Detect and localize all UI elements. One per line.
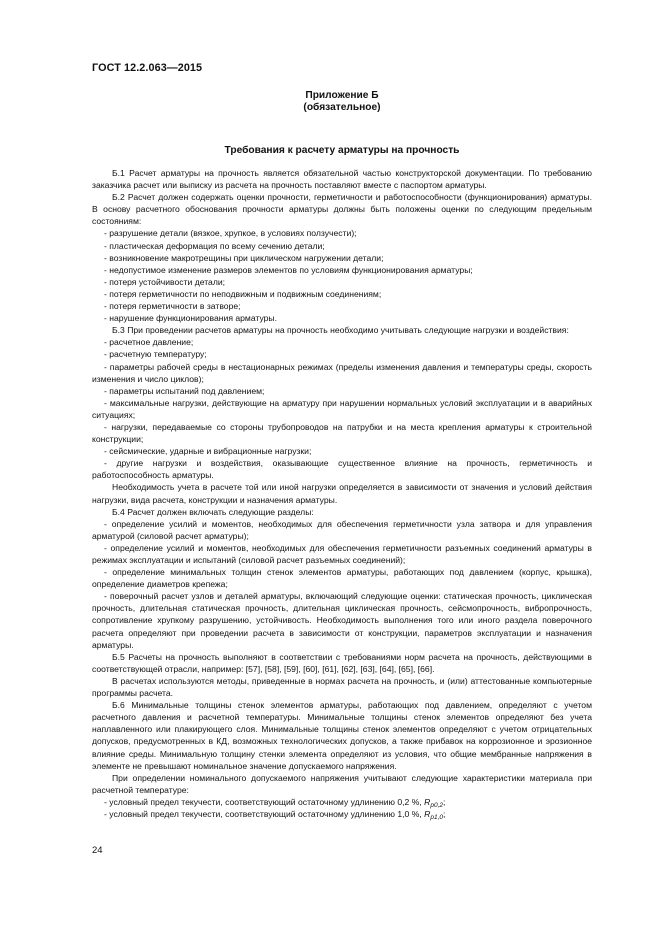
appendix-status: (обязательное) [303, 102, 381, 113]
paragraph-b5: Б.5 Расчеты на прочность выполняют в соответствии с требованиями норм расчета на прочность, действующими в соответствующей отрасли, например: [57], [58], [59], [60], [61], [62], [63], [64], [65], [66]. [92, 651, 592, 674]
appendix-label: Приложение Б [305, 90, 379, 101]
list-item: - сейсмические, ударные и вибрационные нагрузки; [104, 446, 312, 457]
paragraph-b6: Б.6 Минимальные толщины стенок элементов арматуры, работающих под давлением, определяют с учетом расчетного давления и расчетной температуры. Минимальные толщины стенок элементов определяют без учета наплавленного или плакирующего слоя. Минимальные толщины стенок элементов определяют с учетом отрицательных допусков, предусмотренных в КД, возможных технологических допусков, а также прибавок на коррозионное и эрозионное влияние среды. Минимальную толщину стенки элемента определяют из условия, что общие мембранные напряжения в элементе не превышают номинальное значение допускаемого напряжения. [92, 700, 592, 771]
list-item: - другие нагрузки и воздействия, оказывающие существенное влияние на прочность, герметичность и работоспособность арматуры. [92, 458, 592, 481]
symbol-subscript: p0,2 [430, 801, 443, 809]
item-end: ; [443, 796, 446, 807]
list-item: - определение усилий и моментов, необходимых для обеспечения герметичности узла затвора и для управления арматурой (силовой расчет арматуры); [92, 518, 592, 541]
list-item: - потеря герметичности по неподвижным и подвижным соединениям; [104, 288, 382, 299]
symbol: R [424, 796, 431, 807]
list-item: - расчетную температуру; [104, 349, 207, 360]
item-text: - условный предел текучести, соответствующий остаточному удлинению 1,0 %, [104, 808, 425, 819]
list-item: - определение минимальных толщин стенок элементов арматуры, работающих под давлением (корпус, крышка), определение диаметров крепежа; [92, 567, 592, 590]
list-item: - максимальные нагрузки, действующие на арматуру при нарушении нормальных условий эксплуатации и в аварийных ситуациях; [92, 397, 592, 420]
paragraph: При определении номинального допускаемого напряжения учитывают следующие характеристики материала при расчетной температуре: [92, 772, 592, 795]
list-item: - параметры испытаний под давлением; [104, 385, 265, 396]
list-item: - недопустимое изменение размеров элементов по условиям функционирования арматуры; [104, 264, 473, 275]
paragraph-b2: Б.2 Расчет должен содержать оценки прочности, герметичности и работоспособности (функционирования) арматуры. В основу расчетного обоснования прочности арматуры должны быть положены оценки по следующим предельным состояниям: [92, 192, 592, 227]
paragraph-b1: Б.1 Расчет арматуры на прочность является обязательной частью конструкторской документации. По требованию заказчика расчет или выписку из расчета на прочность поставляют вместе с паспортом арматуры. [92, 168, 592, 191]
body-text [92, 167, 592, 820]
yield-strength-item [92, 808, 592, 820]
symbol-subscript: p1,0 [430, 813, 443, 821]
paragraph-b3: Б.3 При проведении расчетов арматуры на прочность необходимо учитывать следующие нагрузки и воздействия: [112, 325, 569, 336]
document-header: ГОСТ 12.2.063—2015 [92, 62, 203, 74]
list-item: - расчетное давление; [104, 337, 194, 348]
list-item: - пластическая деформация по всему сечению детали; [104, 240, 325, 251]
appendix-title: Требования к расчету арматуры на прочность [224, 145, 460, 156]
list-item: - потеря устойчивости детали; [104, 276, 226, 287]
list-item: - нарушение функционирования арматуры. [104, 313, 277, 324]
paragraph: В расчетах используются методы, приведенные в нормах расчета на прочность, и (или) аттестованные компьютерные программы расчета. [92, 675, 592, 699]
item-text: - условный предел текучести, соответствующий остаточному удлинению 0,2 %, [104, 796, 425, 807]
list-item: - параметры рабочей среды в нестационарных режимах (пределы изменения давления и температуры среды, скорость изменения и число циклов); [92, 361, 592, 384]
list-item: - поверочный расчет узлов и деталей арматуры, включающий следующие оценки: статическая прочность, циклическая прочность, длительная статическая прочность, длительная циклическая прочность, сейсмопрочность, вибропрочность, сопротивление хрупкому разрушению, устойчивость. Необходимость выполнения того или иного раздела поверочного расчета определяют при проведении расчета в зависимости от конструкции, параметров эксплуатации и назначения арматуры. [92, 591, 592, 650]
list-item: - нагрузки, передаваемые со стороны трубопроводов на патрубки и на места крепления арматуры к строительной конструкции; [92, 421, 592, 445]
paragraph: Необходимость учета в расчете той или иной нагрузки определяется в зависимости от значения и условий действия нагрузки, вида расчета, конструкции и назначения арматуры. [92, 482, 592, 505]
list-item: - разрушение детали (вязкое, хрупкое, в условиях ползучести); [104, 228, 357, 239]
list-item: - потеря герметичности в затворе; [104, 301, 241, 312]
symbol: R [424, 808, 431, 819]
page-number: 24 [92, 845, 103, 856]
paragraph-b4: Б.4 Расчет должен включать следующие разделы: [112, 506, 314, 517]
list-item: - определение усилий и моментов, необходимых для обеспечения герметичности разъемных соединений арматуры в режимах эксплуатации и испытаний (силовой расчет разъемных соединений); [92, 542, 592, 565]
list-item: - возникновение макротрещины при циклическом нагружении детали; [104, 252, 384, 263]
item-end: ; [443, 808, 446, 819]
yield-strength-item [92, 796, 592, 808]
